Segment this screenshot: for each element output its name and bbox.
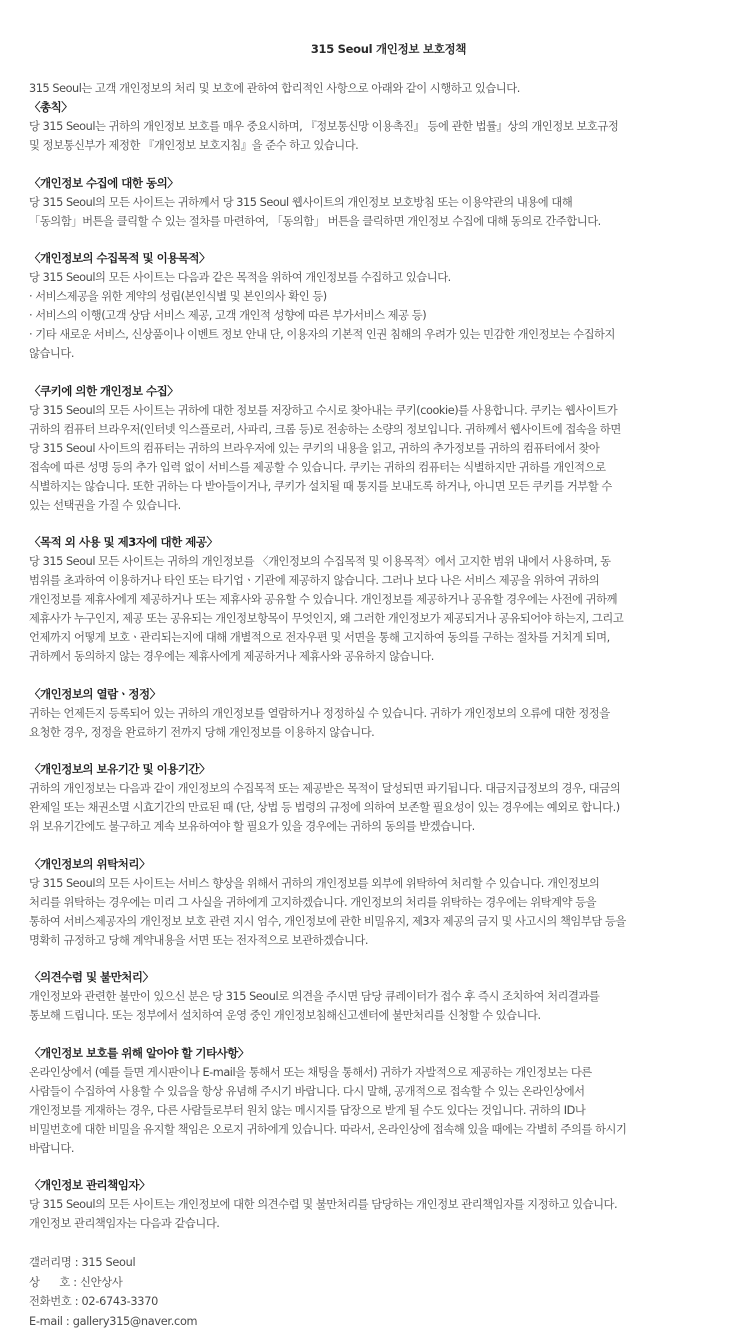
section-complaints	[29, 968, 748, 1025]
section-heading: 〈개인정보의 열람ㆍ정정〉	[29, 685, 748, 704]
section-retention	[29, 760, 748, 836]
section-consent	[29, 174, 748, 231]
section-other-notes	[29, 1044, 748, 1158]
section-body: 당 315 Seoul의 모든 사이트는 서비스 향상을 위해서 귀하의 개인정보를 외부에 위탁하여 처리할 수 있습니다. 개인정보의 처리를 위탁하는 경우에는 미리 그 사실을 귀하에게 고지하겠습니다. 개인정보의 처리를 위탁하는 경우에는 위탁계약 등을 통하여 서비스제공자의 개인정보 보호 관련 지시 엄수, 개인정보에 관한 비밀유지, 제3자 제공의 금지 및 사고시의 책임부담 등을 명확히 규정하고 당해 계약내용을 서면 또는 전자적으로 보관하겠습니다.	[29, 874, 748, 950]
section-heading: 〈총칙〉	[29, 98, 748, 117]
contact-gallery: 갤러리명 : 315 Seoul	[29, 1253, 748, 1273]
section-body: 당 315 Seoul의 모든 사이트는 귀하에 대한 정보를 저장하고 수시로 찾아내는 쿠키(cookie)를 사용합니다. 쿠키는 웹사이트가 귀하의 컴퓨터 브라우저(인터넷 익스플로러, 사파리, 크롬 등)로 전송하는 소량의 정보입니다. 귀하께서 웹사이트에 접속을 하면 당 315 Seoul 사이트의 컴퓨터는 귀하의 브라우저에 있는 쿠키의 내용을 읽고, 귀하의 추가정보를 귀하의 컴퓨터에서 찾아 접속에 따른 성명 등의 추가 입력 없이 서비스를 제공할 수 있습니다. 쿠키는 귀하의 컴퓨터는 식별하지만 귀하를 개인적으로 식별하지는 않습니다. 또한 귀하는 다 받아들이거나, 쿠키가 설치될 때 통지를 보내도록 하거나, 아니면 모든 쿠키를 거부할 수 있는 선택권을 가질 수 있습니다.	[29, 401, 748, 515]
page-title: 315 Seoul 개인정보 보호정책	[29, 0, 748, 65]
section-heading: 〈개인정보 관리책임자〉	[29, 1176, 748, 1195]
section-body: 당 315 Seoul 모든 사이트는 귀하의 개인정보를 〈개인정보의 수집목적 및 이용목적〉에서 고지한 범위 내에서 사용하며, 동 범위를 초과하여 이용하거나 타인 또는 타기업ㆍ기관에 제공하지 않습니다. 그러나 보다 나은 서비스 제공을 위하여 귀하의 개인정보를 제휴사에게 제공하거나 또는 제휴사와 공유할 수 있습니다. 개인정보를 제공하거나 공유할 경우에는 사전에 귀하께 제휴사가 누구인지, 제공 또는 공유되는 개인정보항목이 무엇인지, 왜 그러한 개인정보가 제공되거나 공유되어야 하는지, 그리고 언제까지 어떻게 보호ㆍ관리되는지에 대해 개별적으로 전자우편 및 서면을 통해 고지하여 동의를 구하는 절차를 거치게 되며, 귀하께서 동의하지 않는 경우에는 제휴사에게 제공하거나 제휴사와 공유하지 않습니다.	[29, 552, 748, 666]
section-body: 온라인상에서 (예를 들면 게시판이나 E-mail을 통해서 또는 채팅을 통해서) 귀하가 자발적으로 제공하는 개인정보는 다른 사람들이 수집하여 사용할 수 있음을 항상 유념해 주시기 바랍니다. 다시 말해, 공개적으로 접속할 수 있는 온라인상에서 개인정보를 게재하는 경우, 다른 사람들로부터 원치 않는 메시지를 답장으로 받게 될 수도 있다는 것입니다. 귀하의 ID나 비밀번호에 대한 비밀을 유지할 책임은 오로지 귀하에게 있습니다. 따라서, 온라인상에 접속해 있을 때에는 각별히 주의를 하시기 바랍니다.	[29, 1063, 748, 1158]
contact-phone: 전화번호 : 02-6743-3370	[29, 1292, 748, 1312]
section-general	[29, 98, 748, 155]
section-body: 당 315 Seoul의 모든 사이트는 개인정보에 대한 의견수렴 및 불만처리를 담당하는 개인정보 관리책임자를 지정하고 있습니다. 개인정보 관리책임자는 다음과 같습니다.	[29, 1195, 748, 1233]
section-body: 귀하의 개인정보는 다음과 같이 개인정보의 수집목적 또는 제공받은 목적이 달성되면 파기됩니다. 대금지급정보의 경우, 대금의 완제일 또는 채권소멸 시효기간의 만료된 때 (단, 상법 등 법령의 규정에 의하여 보존할 필요성이 있는 경우에는 예외로 합니다.) 위 보유기간에도 불구하고 계속 보유하여야 할 필요가 있을 경우에는 귀하의 동의를 받겠습니다.	[29, 779, 748, 836]
section-body: 귀하는 언제든지 등록되어 있는 귀하의 개인정보를 열람하거나 정정하실 수 있습니다. 귀하가 개인정보의 오류에 대한 정정을 요청한 경우, 정정을 완료하기 전까지 당해 개인정보를 이용하지 않습니다.	[29, 704, 748, 742]
section-third-party	[29, 533, 748, 666]
section-heading: 〈개인정보의 수집목적 및 이용목적〉	[29, 249, 748, 268]
contact-company: 상 호 : 신안상사	[29, 1273, 748, 1293]
section-heading: 〈개인정보의 위탁처리〉	[29, 855, 748, 874]
section-heading: 〈개인정보 수집에 대한 동의〉	[29, 174, 748, 193]
contact-email: E-mail : gallery315@naver.com	[29, 1312, 748, 1331]
section-body: 개인정보와 관련한 불만이 있으신 분은 당 315 Seoul로 의견을 주시면 담당 큐레이터가 접수 후 즉시 조치하여 처리결과를 통보해 드립니다. 또는 정부에서 설치하여 운영 중인 개인정보침해신고센터에 불만처리를 신청할 수 있습니다.	[29, 987, 748, 1025]
section-body: 당 315 Seoul의 모든 사이트는 다음과 같은 목적을 위하여 개인정보를 수집하고 있습니다. · 서비스제공을 위한 계약의 성립(본인식별 및 본인의사 확인 등) · 서비스의 이행(고객 상담 서비스 제공, 고객 개인적 성향에 따른 부가서비스 제공 등) · 기타 새로운 서비스, 신상품이나 이벤트 정보 안내 단, 이용자의 기본적 인권 침해의 우려가 있는 민감한 개인정보는 수집하지 않습니다.	[29, 268, 748, 363]
section-officer	[29, 1176, 748, 1233]
section-heading: 〈의견수렴 및 불만처리〉	[29, 968, 748, 987]
section-outsourcing	[29, 855, 748, 950]
intro-text: 315 Seoul는 고객 개인정보의 처리 및 보호에 관하여 합리적인 사항으로 아래와 같이 시행하고 있습니다.	[29, 79, 748, 98]
section-access-correction	[29, 685, 748, 742]
section-cookies	[29, 382, 748, 515]
section-heading: 〈쿠키에 의한 개인정보 수집〉	[29, 382, 748, 401]
section-heading: 〈개인정보의 보유기간 및 이용기간〉	[29, 760, 748, 779]
section-purpose	[29, 249, 748, 363]
section-body: 당 315 Seoul의 모든 사이트는 귀하께서 당 315 Seoul 웹사이트의 개인정보 보호방침 또는 이용약관의 내용에 대해 「동의함」버튼을 클릭할 수 있는 절차를 마련하여, 「동의함」 버튼을 클릭하면 개인정보 수집에 대해 동의로 간주합니다.	[29, 193, 748, 231]
section-heading: 〈목적 외 사용 및 제3자에 대한 제공〉	[29, 533, 748, 552]
section-body: 당 315 Seoul는 귀하의 개인정보 보호를 매우 중요시하며, 『정보통신망 이용촉진』 등에 관한 법률』상의 개인정보 보호규정 및 정보통신부가 제정한 『개인정보 보호지침』을 준수 하고 있습니다.	[29, 117, 748, 155]
section-heading: 〈개인정보 보호를 위해 알아야 할 기타사항〉	[29, 1044, 748, 1063]
contact-info	[29, 1253, 748, 1331]
